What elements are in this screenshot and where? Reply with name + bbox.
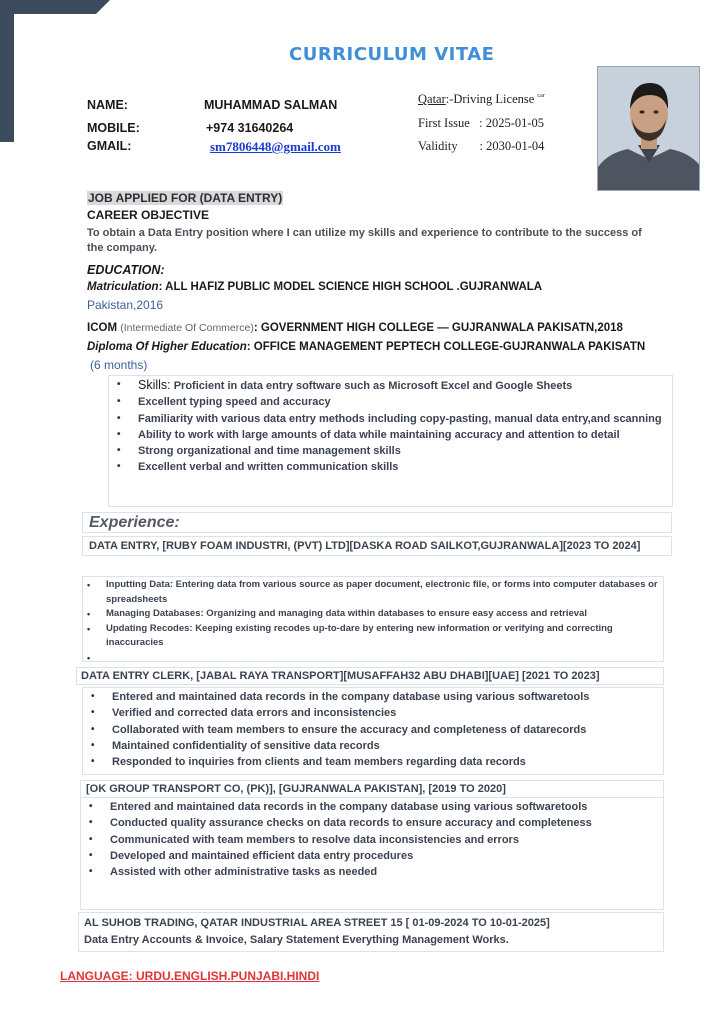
first-issue-value: : 2025-01-05 (479, 116, 545, 130)
skill-item (109, 377, 672, 394)
matric-place (87, 298, 163, 312)
job-1-duties (82, 576, 664, 662)
diploma-value: : OFFICE MANAGEMENT PEPTECH COLLEGE-GUJRANWALA PAKISATN (246, 341, 646, 353)
duty-item: • Entered and maintained data records in the company database using various softwaretools (83, 689, 663, 705)
job-applied: JOB APPLIED FOR (DATA ENTRY) (88, 191, 283, 205)
duty-item: • Inputting Data: Entering data from various source as paper document, electronic file, or forms into computer databases or spreadsheets (83, 578, 663, 607)
career-objective-heading: CAREER OBJECTIVE (87, 208, 210, 222)
diploma-duration-text: (6 months) (90, 358, 148, 372)
license-type-text: :-Driving License (445, 92, 535, 106)
gmail-label: GMAIL: (87, 139, 132, 153)
license-first-issue (418, 116, 544, 131)
matriculation-line (87, 281, 542, 293)
license-type (418, 92, 545, 107)
skill-item: • Excellent typing speed and accuracy (109, 394, 672, 410)
validity-label: Validity (418, 139, 458, 153)
icom-line (87, 322, 623, 334)
skill-item: • Familiarity with various data entry methods including copy-pasting, manual data entry,and scanning (109, 411, 672, 427)
email-link[interactable]: sm7806448@gmail.com (210, 139, 341, 154)
diploma-duration (90, 358, 147, 372)
job-title-3: [OK GROUP TRANSPORT CO, (PK)], [GUJRANWALA PAKISTAN], [2019 TO 2020] (80, 780, 664, 798)
profile-photo (597, 66, 700, 191)
skills-box (108, 375, 673, 507)
license-country: Qatar (418, 92, 446, 106)
duty-item: • Assisted with other administrative tasks as needed (81, 864, 663, 880)
validity-value: : 2030-01-04 (479, 139, 545, 153)
duty-item: • Developed and maintained efficient data entry procedures (81, 848, 663, 864)
skill-text: Proficient in data entry software such as Microsoft Excel and Google Sheets (173, 380, 573, 392)
matric-label: Matriculation (87, 281, 159, 293)
job-3-duties (80, 797, 664, 910)
job-title-4: AL SUHOB TRADING, QATAR INDUSTRIAL AREA STREET 15 [ 01-09-2024 TO 10-01-2025] (84, 917, 550, 929)
career-objective-text: To obtain a Data Entry position where I can utilize my skills and experience to contribute to the success of the company. (87, 227, 642, 254)
job-4-box (78, 912, 664, 952)
license-validity (418, 139, 544, 154)
duty-item: • Collaborated with team members to ensure the accuracy and completeness of datarecords (83, 722, 663, 738)
icom-value: : GOVERNMENT HIGH COLLEGE — GUJRANWALA PAKISATN,2018 (253, 322, 623, 334)
duty-item: • Maintained confidentiality of sensitive data records (83, 738, 663, 754)
mobile-label: MOBILE: (87, 121, 140, 135)
icom-label: ICOM (87, 322, 118, 334)
duty-item: • Entered and maintained data records in the company database using various softwaretools (81, 799, 663, 815)
diploma-label: Diploma Of Higher Education (87, 341, 247, 353)
job-title-2: DATA ENTRY CLERK, [JABAL RAYA TRANSPORT][MUSAFFAH32 ABU DHABI][UAE] [2021 TO 2023] (76, 667, 664, 685)
matric-place-text: Pakistan,2016 (87, 298, 164, 312)
matric-value: : ALL HAFIZ PUBLIC MODEL SCIENCE HIGH SCHOOL .GUJRANWALA (158, 281, 543, 293)
name-value: MUHAMMAD SALMAN (204, 98, 338, 112)
skill-item: • Excellent verbal and written communication skills (109, 459, 672, 475)
job-2-duties (82, 687, 664, 775)
languages-line: LANGUAGE: URDU.ENGLISH.PUNJABI.HINDI (60, 969, 320, 983)
job-title-1: DATA ENTRY, [RUBY FOAM INDUSTRI, (PVT) LTD][DASKA ROAD SAILKOT,GUJRANWALA][2023 TO 2024] (82, 536, 672, 556)
duty-item: • Updating Recodes: Keeping existing recodes up-to-dare by entering new information or verifying and correcting inaccuracies (83, 622, 663, 651)
icom-sub: (Intermediate Of Commerce) (120, 322, 254, 334)
experience-heading: Experience: (82, 512, 672, 533)
duty-item: • Verified and corrected data errors and inconsistencies (83, 705, 663, 721)
duty-item: • Conducted quality assurance checks on data records to ensure accuracy and completeness (81, 815, 663, 831)
first-issue-label: First Issue (418, 116, 470, 130)
skills-label: Skills: (138, 378, 171, 392)
job-4-description: Data Entry Accounts & Invoice, Salary Statement Everything Management Works. (84, 934, 509, 946)
duty-item: • Managing Databases: Organizing and managing data within databases to ensure easy access and retrieval (83, 607, 663, 622)
name-label: NAME: (87, 98, 128, 112)
diploma-line (87, 341, 645, 353)
mobile-value: +974 31640264 (206, 121, 294, 135)
skill-item: • Ability to work with large amounts of data while maintaining accuracy and attention to detail (109, 427, 672, 443)
skill-item: • Strong organizational and time management skills (109, 443, 672, 459)
document-title: CURRICULUM VITAE (289, 44, 495, 65)
duty-item: • Responded to inquiries from clients and team members regarding data records (83, 754, 663, 770)
education-heading: EDUCATION: (87, 263, 165, 277)
license-sup: car (537, 93, 545, 99)
duty-item: • Communicated with team members to resolve data inconsistencies and errors (81, 832, 663, 848)
